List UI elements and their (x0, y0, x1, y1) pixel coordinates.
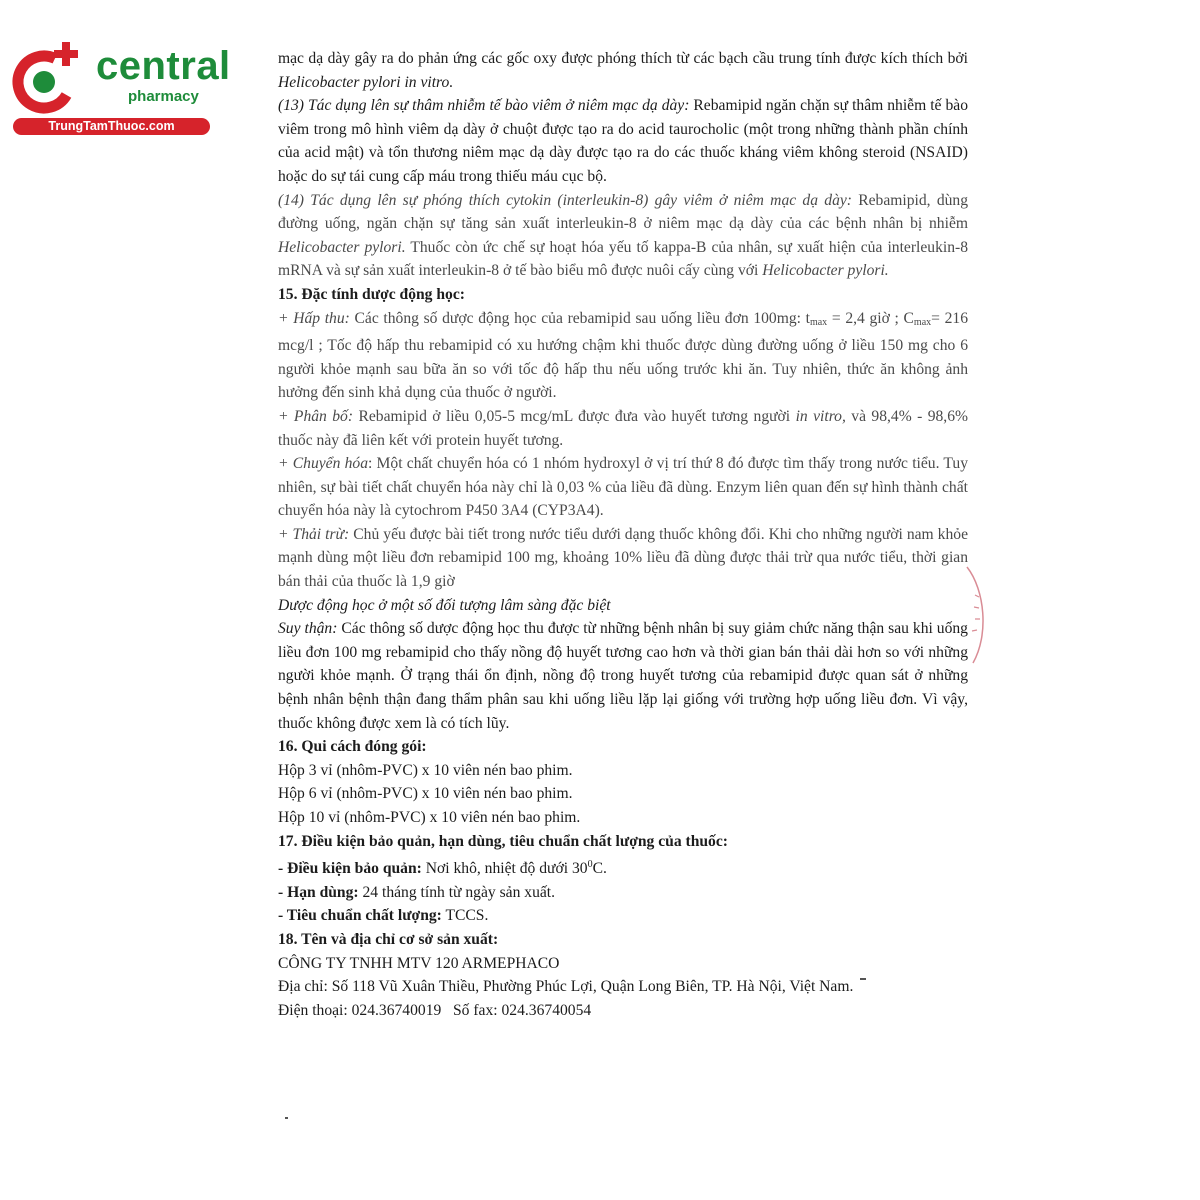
phone-number: Điện thoại: 024.36740019 (278, 1001, 442, 1019)
heading-17: 17. Điều kiện bảo quản, hạn dùng, tiêu chuẩn chất lượng của thuốc: (278, 832, 728, 850)
expiry-line: - Hạn dùng: 24 tháng tính từ ngày sản xuất. (278, 883, 556, 901)
paragraph-14: (14) Tác dụng lên sự phóng thích cytokin (interleukin-8) gây viêm ở niêm mạc dạ dày: Rebamipid, dùng đường uống, ngăn chặn sự tăng sản xuất interleukin-8 ở niêm mạc dạ dày của các bệnh nhân bị nhiễm Helicobacter pylori. Thuốc còn ức chế sự hoạt hóa yếu tố kappa-B của nhân, sự xuất hiện của interleukin-8 mRNA và sự sản xuất interleukin-8 ở tế bào biểu mô được nuôi cấy cùng với Helicobacter pylori. (278, 191, 969, 280)
paragraph-absorption: + Hấp thu: Các thông số dược động học của rebamipid sau uống liều đơn 100mg: $t_{max} = 2,4$ giờ ; $C_{max}= 216$ mcg/l ; Tốc độ hấp thu rebamipid có xu hướng chậm khi thuốc được dùng đường uống ở liều 150 mg cho 6 người khỏe mạnh sau bữa ăn so với tốc độ hấp thu nếu uống trước khi ăn. Tuy nhiên, thức ăn không ảnh hưởng đến sinh khả dụng của thuốc ở người. (278, 309, 968, 402)
company-address: Địa chỉ: Số 118 Vũ Xuân Thiều, Phường Phúc Lợi, Quận Long Biên, TP. Hà Nội, Việt Nam. (278, 978, 854, 996)
paragraph-renal: Suy thận: Các thông số dược động học thu được từ những bệnh nhân bị suy giảm chức năng thận sau khi uống liều đơn 100 mg rebamipid cho thấy nồng độ huyết tương cao hơn và thời gian bán thải dài hơn so với những người khỏe mạnh. Ở trạng thái ổn định, nồng độ trong huyết tương của rebamipid được quan sát ở những bệnh nhân bệnh thận đang thẩm phân sau khi uống liều lặp lại giống với trường hợp uống liều đơn. Vì vậy, thuốc không được xem là có tích lũy. (278, 620, 968, 732)
heading-16: 16. Qui cách đóng gói: (278, 738, 427, 756)
packaging-line-1: Hộp 3 vỉ (nhôm-PVC) x 10 viên nén bao phim. (278, 761, 573, 779)
heading-15: 15. Đặc tính dược động học: (278, 285, 465, 303)
logo-subtitle: pharmacy (128, 88, 199, 105)
heading-18: 18. Tên và địa chỉ cơ sở sản xuất: (278, 930, 499, 948)
storage-line: - Điều kiện bảo quản: Nơi khô, nhiệt độ dưới $30^0C$. (278, 859, 607, 878)
quality-standard-line: - Tiêu chuẩn chất lượng: TCCS. (278, 907, 489, 925)
scan-speck (285, 1117, 288, 1119)
company-name: CÔNG TY TNHH MTV 120 ARMEPHACO (278, 954, 560, 972)
paragraph-distribution: + Phân bố: Rebamipid ở liều 0,05-5 mcg/mL được đưa vào huyết tương người in vitro, và 98,4% - 98,6% thuốc này đã liên kết với protein huyết tương. (278, 407, 968, 449)
subheading-special-populations: Dược động học ở một số đối tượng lâm sàng đặc biệt (278, 596, 611, 614)
packaging-line-3: Hộp 10 vỉ (nhôm-PVC) x 10 viên nén bao phim. (278, 809, 581, 826)
company-contact (278, 999, 968, 1023)
fax-number: Số fax: 024.36740054 (453, 1001, 592, 1019)
scan-speck (860, 978, 866, 980)
packaging-line-2: Hộp 6 vỉ (nhôm-PVC) x 10 viên nén bao phim. (278, 785, 573, 803)
paragraph-13: (13) Tác dụng lên sự thâm nhiễm tế bào viêm ở niêm mạc dạ dày: Rebamipid ngăn chặn sự thâm nhiễm tế bào viêm trong mô hình viêm dạ dày ở chuột được tạo ra do acid taurocholic (một trong những thành phần chính của acid mật) và tổn thương niêm mạc dạ dày được tạo ra do các thuốc kháng viêm không steroid (NSAID) hoặc do sự tái cung cấp máu trong thiếu máu cục bộ. (278, 97, 968, 185)
paragraph-excretion: + Thải trừ: Chủ yếu được bài tiết trong nước tiểu dưới dạng thuốc không đổi. Khi cho những người nam khỏe mạnh dùng một liều đơn rebamipid 100 mg, khoảng 10% liều đã dùng được thải trừ qua nước tiểu, thời gian bán thải của thuốc là 1,9 giờ (278, 525, 968, 591)
pharmacy-cross-logo-icon (10, 38, 90, 118)
paragraph-metabolism: + Chuyển hóa: Một chất chuyển hóa có 1 nhóm hydroxyl ở vị trí thứ 8 đó được tìm thấy trong nước tiểu. Tuy nhiên, sự bài tiết chất chuyển hóa này chỉ là 0,03 % của liều đã dùng. Enzym liên quan đến sự hình thành chất chuyển hóa này là cytochrom P450 3A4 (CYP3A4). (278, 455, 968, 520)
partial-stamp-mark (955, 565, 995, 665)
paragraph-oxidative: mạc dạ dày gây ra do phản ứng các gốc oxy được phóng thích từ các bạch cầu trung tính được kích thích bởi Helicobacter pylori in vitro. (278, 50, 968, 91)
document-body (278, 47, 968, 1022)
central-pharmacy-logo (10, 38, 231, 138)
logo-name: central (96, 44, 231, 88)
logo-banner: TrungTamThuoc.com (13, 118, 210, 135)
